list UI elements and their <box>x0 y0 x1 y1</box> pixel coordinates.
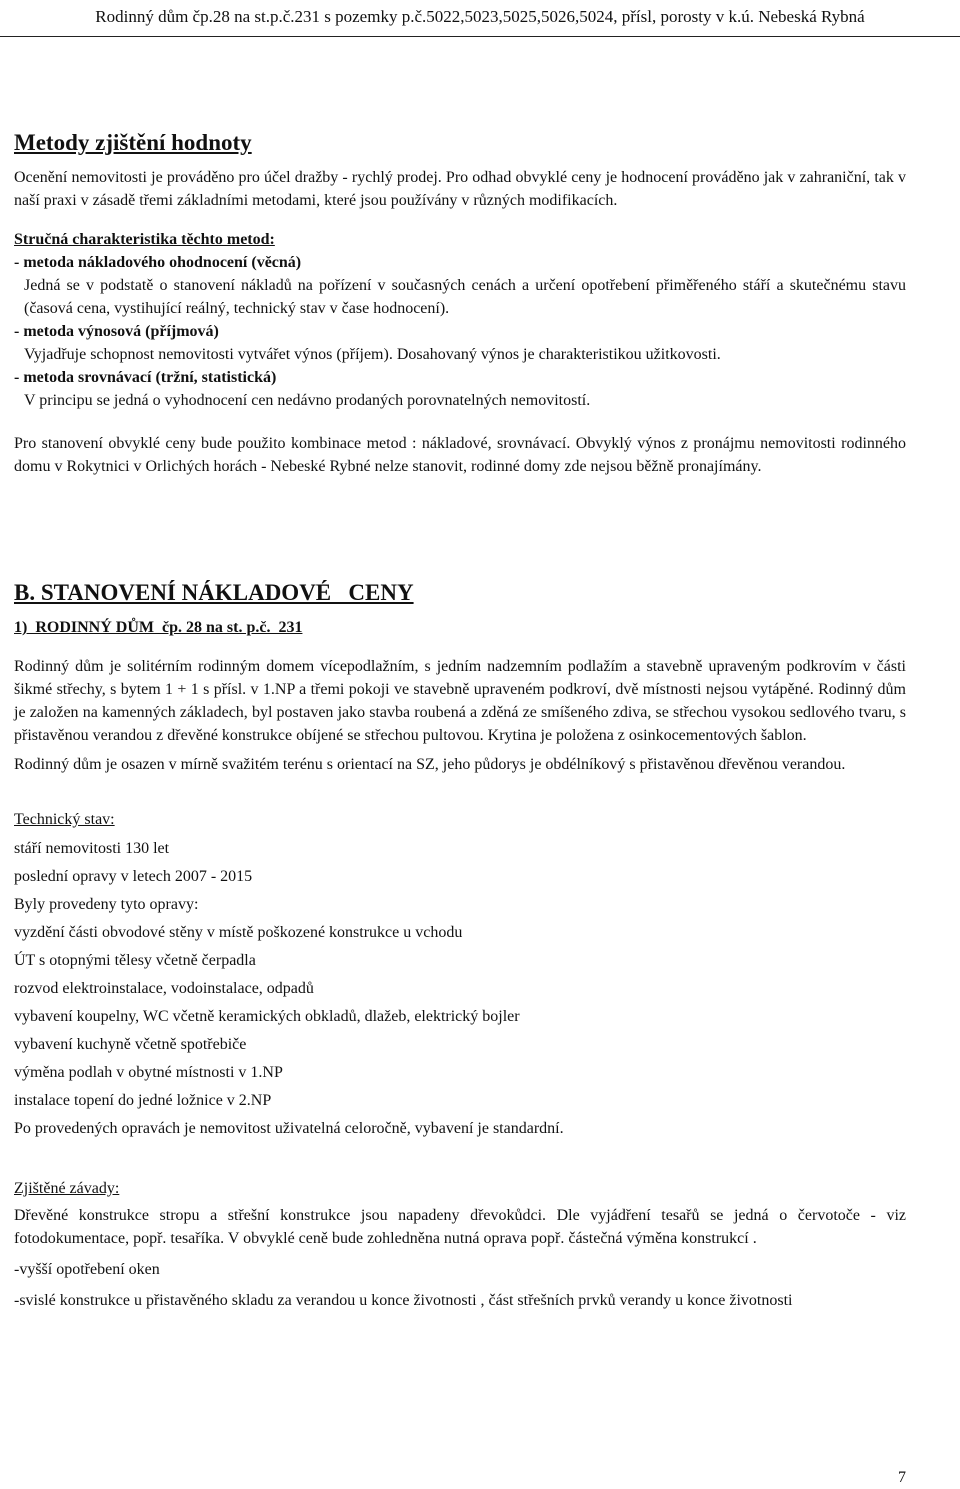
defects-paragraph: Dřevěné konstrukce stropu a střešní konstrukce jsou napadeny dřevokůdci. Dle vyjádření tesařů se jedná o červotoče - viz fotodokumentace, popř. tesaříka. V obvyklé ceně bude zohledněna nutná oprava popř. částečná výměna konstrukcí . <box>14 1207 906 1247</box>
technical-state-item: vybavení kuchyně včetně spotřebiče <box>14 1036 247 1053</box>
method-cost-name: - metoda nákladového ohodnocení (věcná) <box>14 254 302 271</box>
methods-conclusion: Pro stanovení obvyklé ceny bude použito kombinace metod : nákladové, srovnávací. Obvyklý výnos z pronájmu nemovitosti rodinného domu v Rokytnici v Orlichých horách - Nebeské Rybné nelze stanovit, rodinné domy zde nejsou běžně pronajímány. <box>14 435 906 475</box>
defects-windows: -vyšší opotřebení oken <box>14 1261 160 1278</box>
methods-title: Metody zjištění hodnoty <box>14 130 252 155</box>
house-description: Rodinný dům je solitérním rodinným domem vícepodlažním, s jedním nadzemním podlažím a stavebně upraveným podkrovím v části šikmé střechy, s bytem 1 + 1 s přísl. v 1.NP a třemi pokoji ve stavebně upraveném podkroví, dvě místnosti nejsou vytápěné. Rodinný dům je založen na kamenných základech, byl postaven jako stavba roubená a zděná ze smíšeného zdiva, se střechou vysokou sedlového tvaru, s přistavěnou verandou z dřevěné konstrukce obíjené se střechou pultovou. Krytina je položena z osinkocementových šablon. <box>14 658 906 744</box>
technical-state-item: Byly provedeny tyto opravy: <box>14 896 199 913</box>
section-b-title: B. STANOVENÍ NÁKLADOVÉ CENY <box>14 580 414 605</box>
page-header: Rodinný dům čp.28 na st.p.č.231 s pozemky p.č.5022,5023,5025,5026,5024, přísl, porosty v k.ú. Nebeská Rybná <box>0 0 960 37</box>
methods-intro: Ocenění nemovitosti je prováděno pro účel dražby - rychlý prodej. Pro odhad obvyklé ceny je hodnocení prováděno jak v zahraniční, tak v naší praxi v zásadě třemi základními metodami, které jsou používány v různých modifikacích. <box>14 169 906 209</box>
technical-state-conclusion: Po provedených opravách je nemovitost uživatelná celoročně, vybavení je standardní. <box>14 1120 564 1137</box>
section-b-subtitle: 1) RODINNÝ DŮM čp. 28 na st. p.č. 231 <box>14 619 303 636</box>
method-comparative-description: V principu se jedná o vyhodnocení cen nedávno prodaných porovnatelných nemovitostí. <box>24 392 591 409</box>
technical-state-item: stáří nemovitosti 130 let <box>14 840 170 857</box>
page-number: 7 <box>898 1469 906 1486</box>
method-cost-description: Jedná se v podstatě o stanovení nákladů na pořízení v současných cenách a určení opotřebení přiměřeného stáří a skutečnému stavu (časová cena, vystihující reálný, technický stav v čase hodnocení). <box>24 277 906 317</box>
method-income-description: Vyjadřuje schopnost nemovitosti vytvářet výnos (příjem). Dosahovaný výnos je charakteristikou užitkovosti. <box>24 346 721 363</box>
method-income-name: - metoda výnosová (příjmová) <box>14 323 219 340</box>
technical-state-item: rozvod elektroinstalace, vodoinstalace, odpadů <box>14 980 314 997</box>
technical-state-heading: Technický stav: <box>14 811 115 828</box>
technical-state-item: vybavení koupelny, WC včetně keramických obkladů, dlažeb, elektrický bojler <box>14 1008 520 1025</box>
method-comparative-name: - metoda srovnávací (tržní, statistická) <box>14 369 277 386</box>
technical-state-list <box>14 835 906 1143</box>
technical-state-item: výměna podlah v obytné místnosti v 1.NP <box>14 1064 283 1081</box>
methods-summary-heading: Stručná charakteristika těchto metod: <box>14 231 275 248</box>
defects-structures: -svislé konstrukce u přistavěného skladu za verandou u konce životnosti , část střešních prvků verandy u konce životnosti <box>14 1292 793 1309</box>
technical-state-item: instalace topení do jedné ložnice v 2.NP <box>14 1092 272 1109</box>
technical-state-item: poslední opravy v letech 2007 - 2015 <box>14 868 253 885</box>
defects-heading: Zjištěné závady: <box>14 1180 120 1197</box>
house-orientation: Rodinný dům je osazen v mírně svažitém terénu s orientací na SZ, jeho půdorys je obdélníkový s přistavěnou dřevěnou verandou. <box>14 756 846 773</box>
technical-state-item: vyzdění části obvodové stěny v místě poškozené konstrukce u vchodu <box>14 924 463 941</box>
technical-state-item: ÚT s otopnými tělesy včetně čerpadla <box>14 952 256 969</box>
document-body <box>14 128 906 1312</box>
